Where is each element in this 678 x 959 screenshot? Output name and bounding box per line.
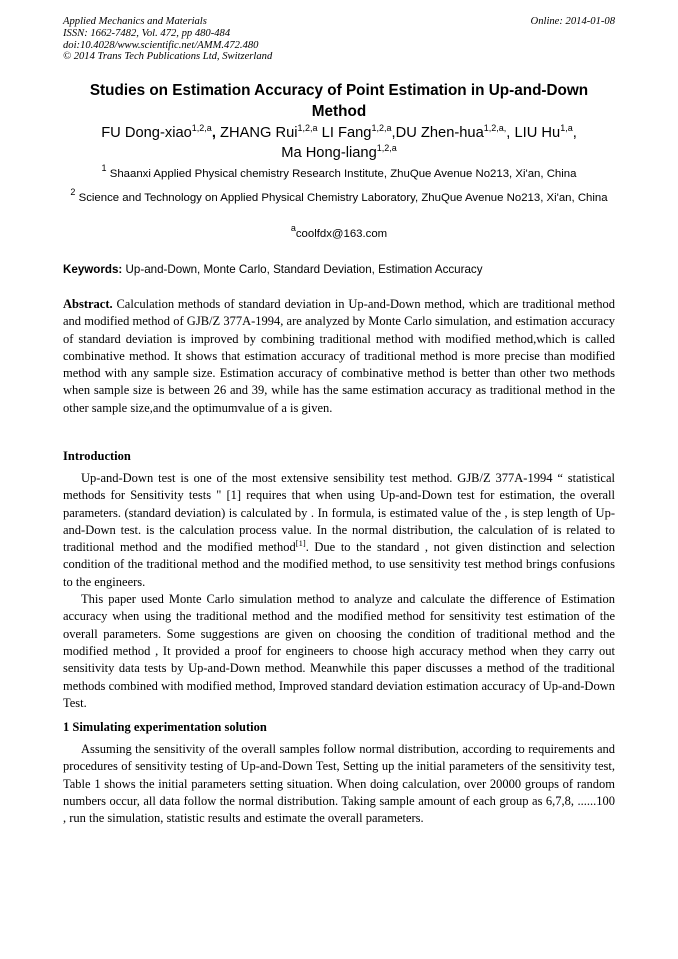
affiliation-text: Science and Technology on Applied Physical Chemistry Laboratory, ZhuQue Avenue No213, Xi'an, China bbox=[78, 192, 608, 204]
author-affiliation-marker: 1,2,a, bbox=[483, 123, 507, 133]
author-name: Ma Hong-liang bbox=[281, 144, 377, 161]
affiliation-marker: 2 bbox=[70, 187, 76, 197]
section-heading-introduction: Introduction bbox=[63, 449, 131, 463]
author-name: FU Dong-xiao bbox=[101, 125, 192, 141]
author-separator: , bbox=[572, 125, 577, 141]
author-affiliation-marker: 1,2,a bbox=[191, 123, 212, 133]
issn-line: ISSN: 1662-7482, Vol. 472, pp 480-484 bbox=[63, 27, 231, 39]
paragraph bbox=[63, 470, 615, 591]
citation-ref[interactable]: [1] bbox=[295, 538, 306, 549]
author-name: LIU Hu bbox=[514, 125, 561, 141]
email-marker: a bbox=[290, 223, 296, 233]
abstract-text: Calculation methods of standard deviation in Up-and-Down method, which are traditional method and modified method of GJB/Z 377A-1994, are analyzed by Monte Carlo simulation, and estimation accuracy of standard deviation is improved by combining traditional method with modified method,which is called combinative method. It shows that estimation accuracy of traditional method is more precise than modified method with any sample size. Estimation accuracy of combinative method is better than other two methods when sample size is between 26 and 39, while has the same estimation accuracy as traditional method in the other sample size,and the optimumvalue of a is given. bbox=[63, 297, 615, 415]
online-date: Online: 2014-01-08 bbox=[530, 16, 615, 27]
author-list bbox=[63, 124, 615, 163]
keywords-text: Up-and-Down, Monte Carlo, Standard Deviation, Estimation Accuracy bbox=[125, 263, 483, 276]
doi-line: doi:10.4028/www.scientific.net/AMM.472.480 bbox=[63, 39, 259, 51]
affiliation-text: Shaanxi Applied Physical chemistry Research Institute, ZhuQue Avenue No213, Xi'an, China bbox=[109, 168, 577, 180]
author-name: LI Fang bbox=[321, 125, 372, 141]
introduction-body bbox=[63, 470, 615, 712]
author-separator: , bbox=[506, 125, 515, 141]
author-affiliation-marker: 1,2,a bbox=[371, 123, 392, 133]
author-email bbox=[63, 223, 615, 242]
author-affiliation-marker: 1,a bbox=[560, 123, 573, 133]
paragraph-text: . Due to the standard , not given distinction and selection condition of the traditional method and the modified method, to use sensitivity test method brings confusions to the engineers. bbox=[63, 540, 615, 589]
author-name: DU Zhen-hua bbox=[395, 125, 484, 141]
author-affiliation-marker: 1,2,a bbox=[376, 142, 397, 153]
abstract-label: Abstract. bbox=[63, 297, 113, 311]
affiliation-marker: 1 bbox=[101, 163, 107, 173]
affiliation-1 bbox=[63, 163, 615, 183]
affiliation-2 bbox=[63, 187, 615, 207]
journal-name: Applied Mechanics and Materials bbox=[63, 16, 207, 27]
paper-title: Studies on Estimation Accuracy of Point Estimation in Up-and-Down Method bbox=[89, 82, 589, 120]
section-heading-simulation: 1 Simulating experimentation solution bbox=[63, 720, 267, 734]
author-separator: , bbox=[211, 125, 220, 141]
keywords-label: Keywords: bbox=[63, 263, 123, 276]
paragraph-text: Up-and-Down test is one of the most extensive sensibility test method. GJB/Z 377A-1994 “ statistical methods for Sensitivity tests " [1] requires that when using Up-and-Down test for estimation, the overall parameters. (standard deviation) is calculated by . In formula, is estimated value of the , is step length of Up-and-Down test. is the calculation process value. In the normal distribution, the calculation of is related to traditional method and the modified method bbox=[63, 471, 615, 555]
journal-header bbox=[63, 16, 615, 63]
copyright-line: © 2014 Trans Tech Publications Ltd, Switzerland bbox=[63, 51, 273, 63]
author-affiliation-marker: 1,2,a bbox=[297, 123, 318, 133]
paragraph: Assuming the sensitivity of the overall samples follow normal distribution, according to requirements and procedures of sensitivity testing of Up-and-Down Test, Setting up the initial parameters of the sensitivity test, Table 1 shows the initial parameters setting situation. When doing calculation, over 20000 groups of random numbers occur, all data follow the normal distribution. Taking sample amount of each group as 6,7,8, ......100 , run the simulation, statistic results and estimate the overall parameters. bbox=[63, 742, 615, 826]
abstract bbox=[63, 296, 615, 417]
author-name: ZHANG Rui bbox=[220, 125, 298, 141]
email-address[interactable]: coolfdx@163.com bbox=[295, 228, 388, 240]
author-separator: , bbox=[391, 125, 396, 141]
paragraph: This paper used Monte Carlo simulation method to analyze and calculate the difference of Estimation accuracy when using the traditional method and the modified method for sensitivity test estimation of the overall parameters. Some suggestions are given on choosing the condition of traditional method and the modified method , It provided a proof for engineers to choose high accuracy method when they carry out sensitivity data tests by Up-and-Down method. Meanwhile this paper discusses a method of the traditional methods combined with modified method, Improved standard deviation estimation accuracy of Up-and-Down Test. bbox=[63, 592, 615, 710]
keywords bbox=[63, 262, 615, 278]
simulation-body bbox=[63, 741, 615, 827]
